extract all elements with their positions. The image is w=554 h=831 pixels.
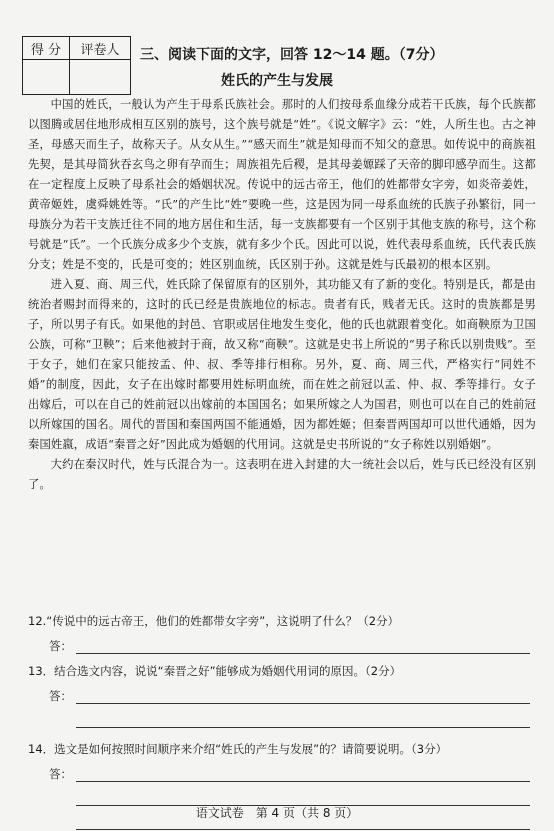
- paragraph-1: 中国的姓氏，一般认为产生于母系氏族社会。那时的人们按母系血缘分成若干氏族，每个氏族都以图腾或居住地形成相互区别的族号，这个族号就是“姓”。《说文解字》云：“姓，人所生也。古之神圣，母感天而生子，故称天子。从女从生。”“感天而生”就是知母而不知父的意思。如传说中的商族祖先契，是其母简狄吞玄鸟之卵有孕而生；周族祖先后稷，是其母姜嫄踩了天帝的脚印感孕而生。这都在一定程度上反映了母系社会的婚姻状况。传说中的远古帝王，他们的姓都带女字旁，如炎帝姜姓，黄帝姬姓，虞舜姚姓等。“氏”的产生比“姓”要晚一些，这是因为同一母系血统的氏族子孙繁衍，同一母族分为若干支族迁往不同的地方居住和生活，每一支族都要有一个区别于其他支族的称号，这个称号就是“氏”。一个氏族分成多少个支族，就有多少个氏。因此可以说，姓代表母系血统，氏代表氏族分支；姓是不变的，氏是可变的；姓区别血统，氏区别于孙。这就是姓与氏最初的根本区别。: [28, 98, 536, 271]
- question-text: 12.“传说中的远古帝王，他们的姓都带女字旁”，这说明了什么？（2分）: [28, 614, 400, 628]
- section-heading: 三、阅读下面的文字，回答 12～14 题。（7分）: [140, 47, 444, 63]
- answer-row: [28, 630, 536, 654]
- paragraph-2: 进入夏、商、周三代，姓氏除了保留原有的区别外，其功能又有了新的变化。特别是氏，都是由统治者赐封而得来的，这时的氏已经是贵族地位的标志。贵者有氏，贱者无氏。这时的贵族都是男子，所以男子有氏。如果他的封邑、官职或居住地发生变化，他的氏也就跟着变化。如商鞅原为卫国公族，可称“卫鞅”；后来他被封于商，故又称“商鞅”。这就是史书上所说的“男子称氏以别贵贱”。至于女子，她们在家只能按孟、仲、叔、季等排行相称。另外，夏、商、周三代，严格实行“同姓不婚”的制度，因此，女子在出嫁时都要用姓标明血统，而在姓之前冠以孟、仲、叔、季等排行。女子出嫁后，可以在自己的姓前冠以出嫁前的本国国名；如果所嫁之人为国君，则也可以在自己的姓前冠以所嫁国的国名。周代的晋国和秦国两国不能通婚，因为都姓姬；但秦晋两国却可以世代通婚，因为秦国姓嬴，成语“秦晋之好”因此成为婚姻的代用词。这就是史书所说的“女子称姓以别婚姻”。: [28, 278, 536, 451]
- article-title: 姓氏的产生与发展: [221, 73, 333, 89]
- reading-passage: [28, 95, 536, 495]
- answer-label: 答：: [49, 639, 72, 653]
- answer-row: [28, 758, 536, 782]
- grader-label: 评卷人: [70, 37, 131, 60]
- answer-row: [28, 704, 536, 728]
- question-text: 13．结合选文内容，说说“秦晋之好”能够成为婚姻代用词的原因。（2分）: [28, 664, 402, 678]
- score-label: 得 分: [23, 37, 70, 60]
- answer-label: 答：: [49, 767, 72, 781]
- paragraph-3: 大约在秦汉时代，姓与氏混合为一。这表明在进入封建的大一统社会以后，姓与氏已经没有区别了。: [28, 458, 536, 491]
- answer-line[interactable]: [76, 689, 530, 704]
- answer-line[interactable]: [76, 639, 530, 654]
- question-12: [28, 612, 536, 654]
- question-text: 14．选文是如何按照时间顺序来介绍“姓氏的产生与发展”的？请简要说明。（3分）: [28, 742, 448, 756]
- answer-line[interactable]: [76, 767, 530, 782]
- answer-row: [28, 782, 536, 806]
- answer-line[interactable]: [76, 713, 530, 728]
- answer-label: 答：: [49, 689, 72, 703]
- answer-row: [28, 680, 536, 704]
- questions: [28, 612, 536, 830]
- question-13: [28, 662, 536, 728]
- page-footer: 语文试卷 第 4 页（共 8 页）: [195, 806, 359, 820]
